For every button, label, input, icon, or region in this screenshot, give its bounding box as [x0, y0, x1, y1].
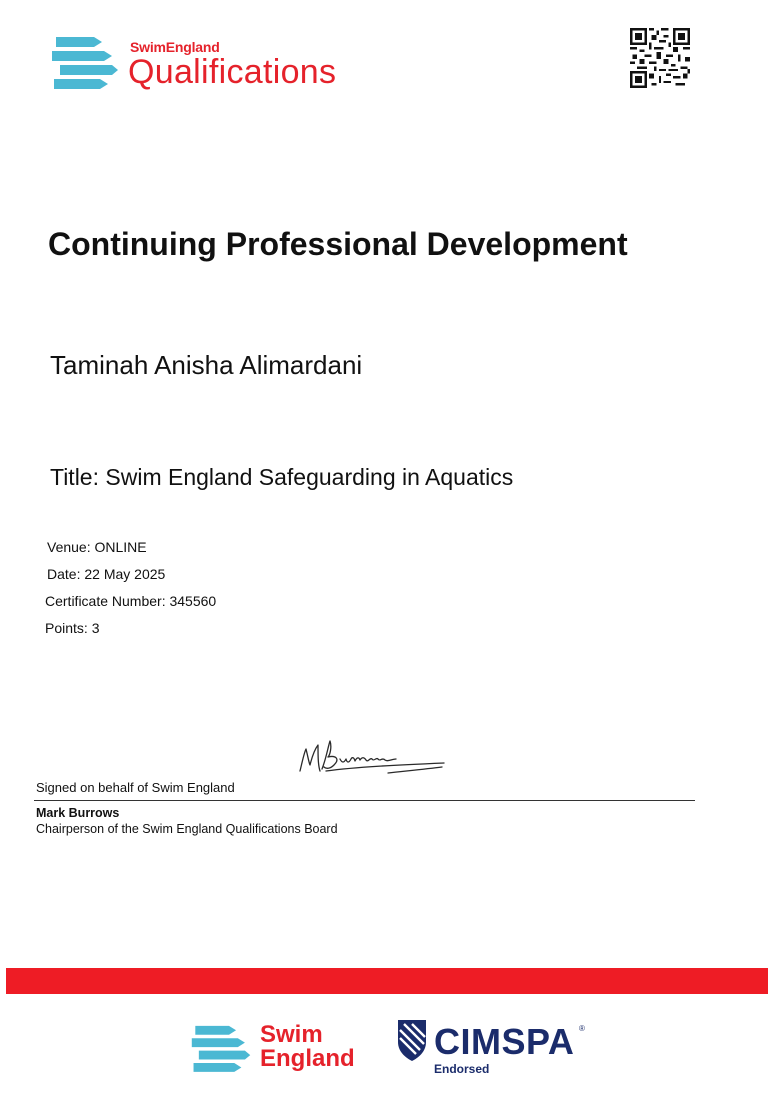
- date-text: Date: 22 May 2025: [47, 566, 166, 582]
- swim-england-word-swim: Swim: [260, 1021, 323, 1048]
- cimspa-registered-mark: ®: [579, 1024, 585, 1033]
- swim-england-waves-icon: [190, 1022, 252, 1074]
- points-text: Points: 3: [45, 620, 100, 636]
- signer-role: Chairperson of the Swim England Qualifications Board: [36, 822, 338, 836]
- signed-on-behalf-text: Signed on behalf of Swim England: [36, 780, 235, 795]
- swim-england-word-england: England: [260, 1045, 355, 1072]
- venue-text: Venue: ONLINE: [47, 539, 147, 555]
- signer-name: Mark Burrows: [36, 806, 120, 820]
- signature-line: [34, 800, 695, 801]
- course-title: Title: Swim England Safeguarding in Aquatics: [50, 464, 514, 490]
- qr-code-icon: [630, 28, 690, 88]
- cimspa-logo: [394, 1018, 594, 1080]
- swim-england-qualifications-logo: [50, 33, 370, 95]
- recipient-name: Taminah Anisha Alimardani: [50, 350, 363, 380]
- brand-qualifications-text: Qualifications: [128, 53, 337, 91]
- cimspa-shield-icon: [394, 1018, 430, 1062]
- swim-england-logo: [190, 1020, 370, 1076]
- footer-red-bar: [6, 968, 768, 994]
- certificate-number-text: Certificate Number: 345560: [45, 593, 217, 609]
- cimspa-name: CIMSPA: [434, 1021, 575, 1062]
- signature-image: [296, 735, 446, 780]
- brand-small-text: SwimEngland: [130, 39, 220, 55]
- document-title: Continuing Professional Development: [48, 226, 628, 262]
- cimspa-endorsed: Endorsed: [434, 1062, 490, 1076]
- swim-england-waves-icon: [50, 33, 120, 91]
